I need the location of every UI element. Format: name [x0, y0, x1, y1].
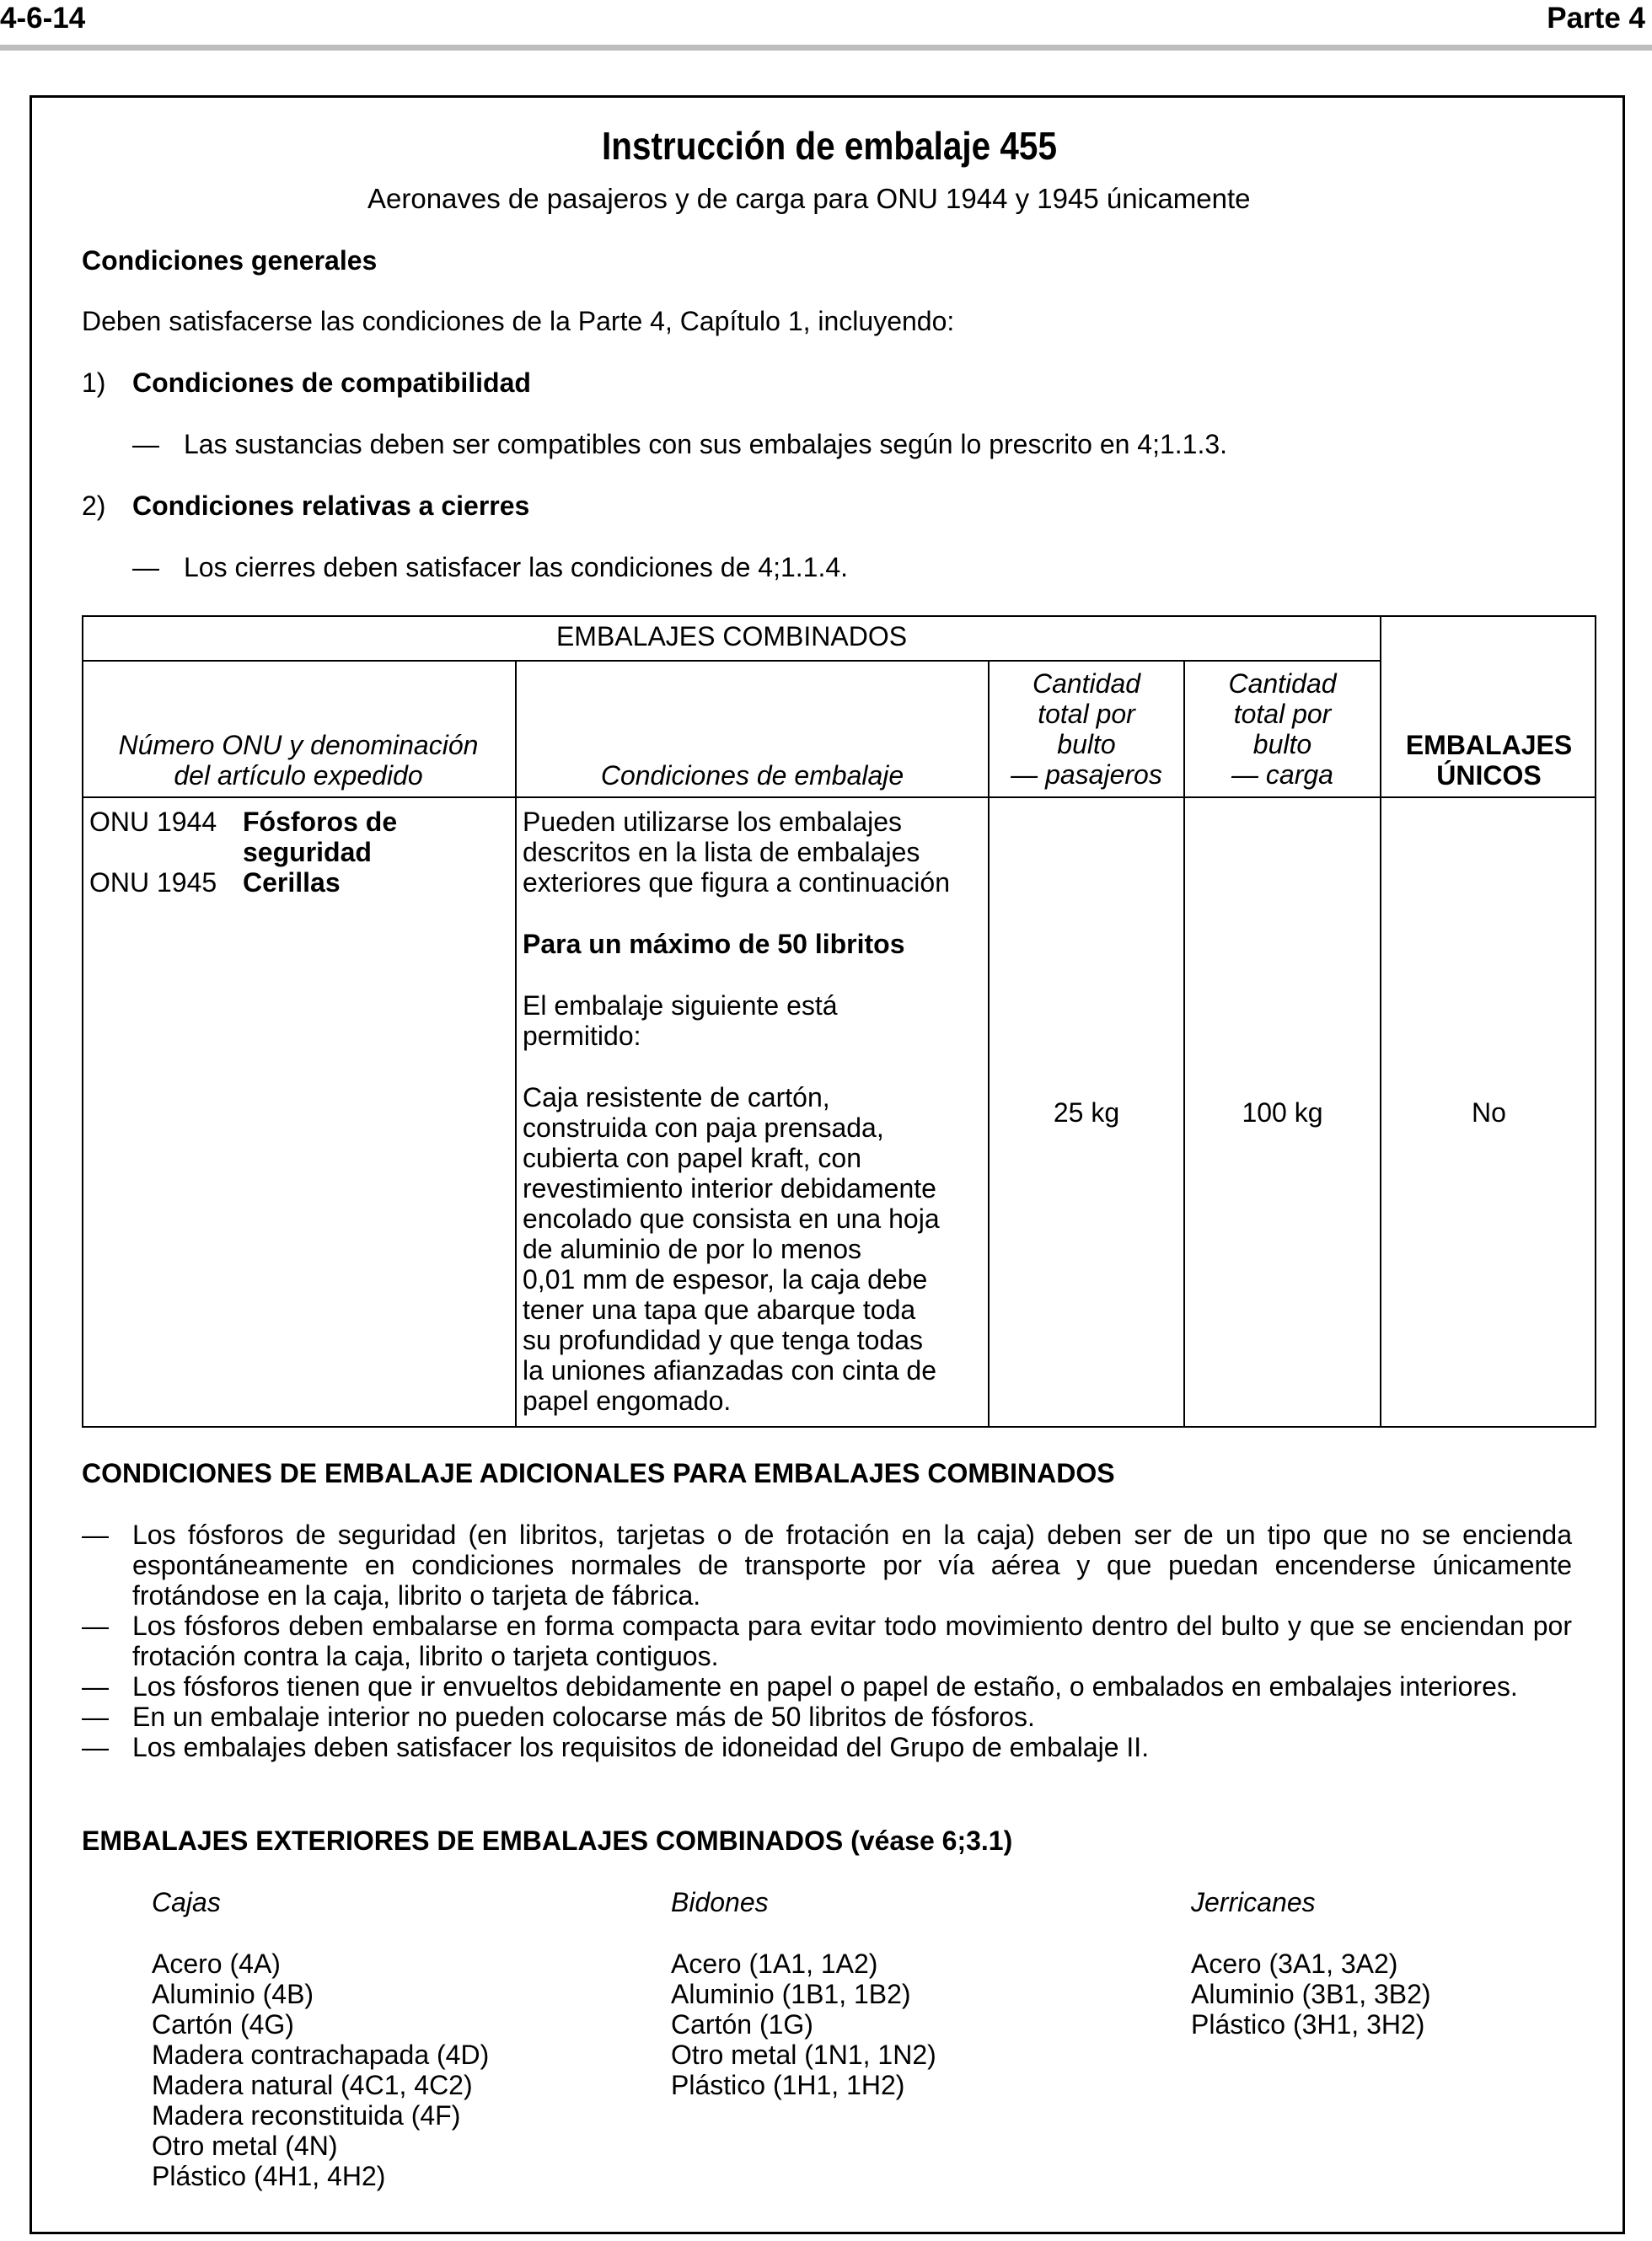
- list-item: Aluminio (1B1, 1B2): [671, 1979, 911, 2009]
- item1-title: Condiciones de compatibilidad: [132, 367, 531, 398]
- qty-passenger: 25 kg: [1053, 1097, 1120, 1128]
- additional-heading: CONDICIONES DE EMBALAJE ADICIONALES PARA EMBALAJES COMBINADOS: [82, 1458, 1115, 1488]
- header-rule: [0, 45, 1652, 51]
- col-cargo-header: Cantidad total por bulto — carga: [1228, 668, 1337, 790]
- un1944-code: ONU 1944: [89, 807, 217, 837]
- item2-text: Los cierres deben satisfacer las condiciones de 4;1.1.4.: [184, 552, 849, 582]
- conditions-max-libritos: Para un máximo de 50 libritos: [523, 929, 905, 959]
- item1-text: Las sustancias deben ser compatibles con sus embalajes según lo prescrito en 4;1.1.3.: [184, 429, 1228, 459]
- column-title: Bidones: [671, 1887, 769, 1917]
- qty-cargo: 100 kg: [1242, 1097, 1323, 1128]
- list-item: Madera reconstituida (4F): [152, 2100, 461, 2131]
- outer-heading: EMBALAJES EXTERIORES DE EMBALAJES COMBINADOS (véase 6;3.1): [82, 1826, 1013, 1856]
- list-item: — Los fósforos deben embalarse en forma compacta para evitar todo movimiento dentro del bulto y que se enciendan por frotación contra la caja, librito o tarjeta contiguos.: [82, 1611, 1572, 1671]
- list-item: — En un embalaje interior no pueden colocarse más de 50 libritos de fósforos.: [82, 1702, 1035, 1732]
- list-item: Otro metal (1N1, 1N2): [671, 2040, 936, 2070]
- un1945-name: Cerillas: [243, 867, 341, 898]
- drums-column: [671, 1887, 936, 2100]
- table-rule: [82, 660, 1381, 662]
- item1-number: 1): [82, 367, 106, 398]
- list-item: Aluminio (4B): [152, 1979, 314, 2009]
- list-item: Acero (4A): [152, 1949, 281, 1979]
- conditions-paragraph-1: Pueden utilizarse los embalajes descritos en la lista de embalajes exteriores que figura a continuación: [523, 807, 950, 898]
- un1945-code: ONU 1945: [89, 867, 217, 898]
- list-item: — Los fósforos tienen que ir envueltos debidamente en papel o papel de estaño, o embalados en embalajes interiores.: [82, 1671, 1518, 1702]
- col-single-header: EMBALAJES ÚNICOS: [1405, 730, 1573, 791]
- general-intro: Deben satisfacerse las condiciones de la Parte 4, Capítulo 1, incluyendo:: [82, 306, 955, 336]
- page-subtitle: Aeronaves de pasajeros y de carga para ONU 1944 y 1945 únicamente: [367, 183, 1251, 214]
- jerricans-column: [1191, 1887, 1431, 2040]
- col-un-header: Número ONU y denominación del artículo expedido: [118, 730, 479, 791]
- single-packaging: No: [1472, 1097, 1506, 1128]
- boxes-column: [152, 1887, 489, 2191]
- list-item: Plástico (3H1, 3H2): [1191, 2009, 1425, 2040]
- table-rule: [82, 796, 1596, 798]
- list-item: Otro metal (4N): [152, 2131, 338, 2161]
- column-title: Cajas: [152, 1887, 221, 1917]
- item1-dash: —: [132, 429, 159, 459]
- conditions-paragraph-3: El embalaje siguiente está permitido:: [523, 990, 838, 1051]
- list-item: — Los embalajes deben satisfacer los requisitos de idoneidad del Grupo de embalaje II.: [82, 1732, 1150, 1762]
- col-passenger-header: Cantidad total por bulto — pasajeros: [1011, 668, 1162, 790]
- additional-list: [82, 1520, 1572, 1762]
- item2-number: 2): [82, 491, 106, 521]
- list-item: Acero (3A1, 3A2): [1191, 1949, 1398, 1979]
- list-item: — Los fósforos de seguridad (en libritos, tarjetas o de frotación en la caja) deben ser de un tipo que no se encienda espontáneamente en condiciones normales de transporte por vía aérea y que puedan encenderse únicamente frotándose en la caja, librito o tarjeta de fábrica.: [82, 1520, 1572, 1611]
- general-heading: Condiciones generales: [82, 245, 378, 276]
- un1944-name: Fósforos de seguridad: [243, 807, 398, 867]
- list-item: Aluminio (3B1, 3B2): [1191, 1979, 1431, 2009]
- page-title: Instrucción de embalaje 455: [602, 124, 1057, 168]
- conditions-paragraph-4: Caja resistente de cartón, construida con paja prensada, cubierta con papel kraft, con revestimiento interior debidamente encolado que consista en una hoja de aluminio de por lo menos 0,01 mm de espesor, la caja debe tener una tapa que abarque toda su profundidad y que tenga todas la uniones afianzadas con cinta de papel engomado.: [523, 1082, 940, 1416]
- combined-header: EMBALAJES COMBINADOS: [555, 621, 908, 651]
- col-conditions-header: Condiciones de embalaje: [600, 760, 904, 791]
- list-item: Madera contrachapada (4D): [152, 2040, 490, 2070]
- list-item: Cartón (4G): [152, 2009, 294, 2040]
- list-item: Madera natural (4C1, 4C2): [152, 2070, 473, 2100]
- list-item: Acero (1A1, 1A2): [671, 1949, 878, 1979]
- column-title: Jerricanes: [1191, 1887, 1316, 1917]
- part-label: Parte 4: [1547, 2, 1645, 35]
- item2-title: Condiciones relativas a cierres: [132, 491, 530, 521]
- item2-dash: —: [132, 552, 159, 582]
- list-item: Plástico (4H1, 4H2): [152, 2161, 386, 2191]
- page-number: 4-6-14: [0, 2, 86, 35]
- list-item: Plástico (1H1, 1H2): [671, 2070, 905, 2100]
- list-item: Cartón (1G): [671, 2009, 813, 2040]
